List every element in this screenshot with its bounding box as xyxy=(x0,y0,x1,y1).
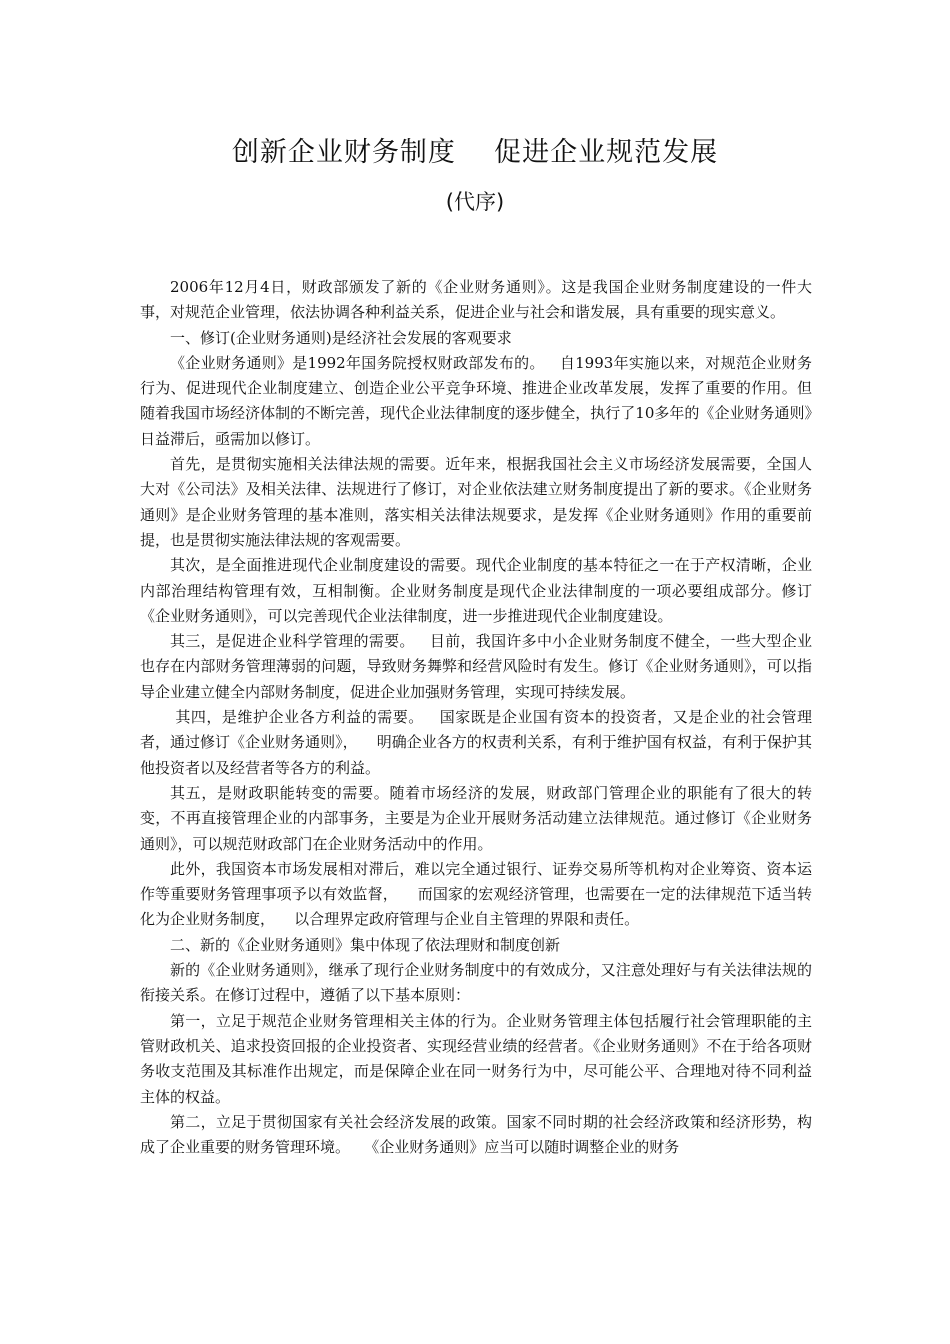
page-title: 创新企业财务制度 促进企业规范发展 xyxy=(231,137,719,168)
page-subtitle: (代序) xyxy=(445,190,505,214)
section-heading: 二、新的《企业财务通则》集中体现了依法理财和制度创新 xyxy=(170,935,561,954)
paragraph: 新的《企业财务通则》，继承了现行企业财务制度中的有效成分，又注意处理好与有关法律法规的衔接关系。在修订过程中，遵循了以下基本原则： xyxy=(140,961,812,1005)
paragraph: 其四，是维护企业各方利益的需要。 国家既是企业国有资本的投资者，又是企业的社会管理者，通过修订《企业财务通则》， 明确企业各方的权责利关系，有利于维护国有权益，有利于保护其他投资者以及经营者等各方的利益。 xyxy=(140,708,812,777)
document-body xyxy=(140,275,812,1160)
paragraph: 第一，立足于规范企业财务管理相关主体的行为。企业财务管理主体包括履行社会管理职能的主管财政机关、追求投资回报的企业投资者、实现经营业绩的经营者。《企业财务通则》不在于给各项财务收支范围及其标准作出规定，而是保障企业在同一财务行为中，尽可能公平、合理地对待不同利益主体的权益。 xyxy=(140,1011,812,1106)
paragraph: 首先，是贯彻实施相关法律法规的需要。近年来，根据我国社会主义市场经济发展需要，全国人大对《公司法》及相关法律、法规进行了修订，对企业依法建立财务制度提出了新的要求。《企业财务通则》是企业财务管理的基本准则，落实相关法律法规要求，是发挥《企业财务通则》作用的重要前提，也是贯彻实施法律法规的客观需要。 xyxy=(140,455,812,549)
section-heading: 一、修订(企业财务通则)是经济社会发展的客观要求 xyxy=(170,328,512,347)
paragraph: 2006年12月4日，财政部颁发了新的《企业财务通则》。这是我国企业财务制度建设的一件大事，对规范企业管理，依法协调各种利益关系，促进企业与社会和谐发展，具有重要的现实意义。 xyxy=(140,278,812,322)
paragraph: 此外，我国资本市场发展相对滞后，难以完全通过银行、证券交易所等机构对企业筹资、资本运作等重要财务管理事项予以有效监督， 而国家的宏观经济管理，也需要在一定的法律规范下适当转化为企业财务制度， 以合理界定政府管理与企业自主管理的界限和责任。 xyxy=(140,859,812,929)
paragraph: 其三，是促进企业科学管理的需要。 目前，我国许多中小企业财务制度不健全，一些大型企业也存在内部财务管理薄弱的问题，导致财务舞弊和经营风险时有发生。修订《企业财务通则》，可以指导企业建立健全内部财务制度，促进企业加强财务管理，实现可持续发展。 xyxy=(140,632,812,701)
paragraph: 《企业财务通则》是1992年国务院授权财政部发布的。 自1993年实施以来，对规范企业财务行为、促进现代企业制度建立、创造企业公平竞争环境、推进企业改革发展，发挥了重要的作用。但随着我国市场经济体制的不断完善，现代企业法律制度的逐步健全，执行了10多年的《企业财务通则》日益滞后，亟需加以修订。 xyxy=(140,353,812,448)
paragraph: 其次，是全面推进现代企业制度建设的需要。现代企业制度的基本特征之一在于产权清晰，企业内部治理结构管理有效，互相制衡。企业财务制度是现代企业法律制度的一项必要组成部分。修订《企业财务通则》，可以完善现代企业法律制度，进一步推进现代企业制度建设。 xyxy=(140,556,812,625)
paragraph: 第二，立足于贯彻国家有关社会经济发展的政策。国家不同时期的社会经济政策和经济形势，构成了企业重要的财务管理环境。 《企业财务通则》应当可以随时调整企业的财务 xyxy=(140,1112,812,1157)
paragraph: 其五，是财政职能转变的需要。随着市场经济的发展，财政部门管理企业的职能有了很大的转变，不再直接管理企业的内部事务，主要是为企业开展财务活动建立法律规范。通过修订《企业财务通则》，可以规范财政部门在企业财务活动中的作用。 xyxy=(140,783,812,853)
